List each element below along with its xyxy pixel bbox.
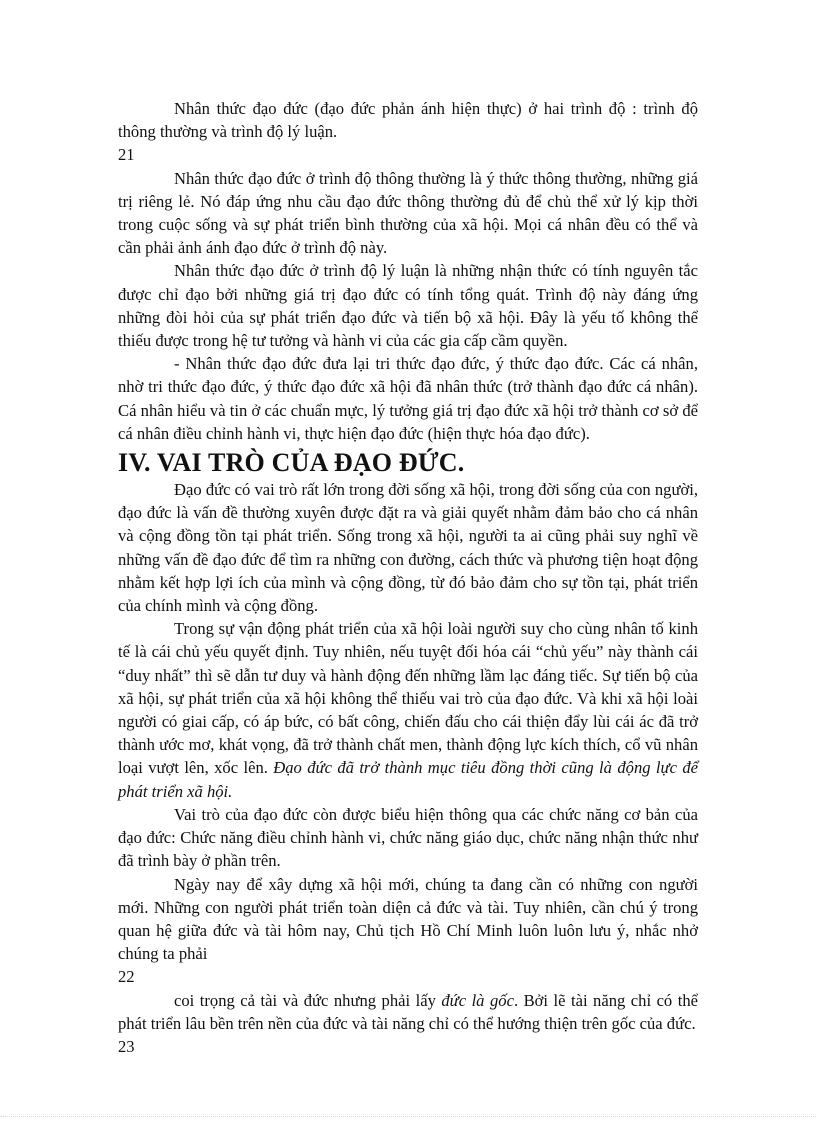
page-number: 21	[118, 145, 135, 165]
paragraph-ordinary-level: Nhân thức đạo đức ở trình độ thông thường là ý thức thông thường, những giá trị riêng lẻ. Nó đáp ứng nhu cầu đạo đức thông thường đủ để chủ thể xử lý kịp thời trong cuộc sống và sự phát triển bình thường của xã hội. Mọi cá nhân đều có thể và cần phải ảnh ánh đạo đức ở trình độ này.	[118, 168, 698, 258]
emphasized-conclusion: Đạo đức đã trở thành mục tiêu đồng thời cũng là động lực để phát triển xã hội.	[118, 758, 698, 801]
paragraph-social-development-text: Trong sự vận động phát triển của xã hội loài người suy cho cùng nhân tố kinh tế là cái chủ yếu quyết định. Tuy nhiên, nếu tuyệt đối hóa cái “chủ yếu” này thành cái “duy nhất” thì sẽ dẫn tư duy và hành động đến những lầm lạc đáng tiếc. Sự tiến bộ của xã hội, sự phát triển của xã hội không thể thiếu vai trò của đạo đức. Và khi xã hội loài người có giai cấp, có áp bức, có bất công, chiến đấu cho cái thiện đẩy lùi cái ác đã trở thành ước mơ, khát vọng, đã trở thành chất men, thành động lực kích thích, cổ vũ nhân loại vượt lên, xốc lên.	[118, 619, 698, 778]
paragraph-virtue-root-text-b: . Bởi lẽ tài năng chỉ có thể phát triển lâu bền trên nền của đức và tài năng chỉ có thể hướng thiện trên gốc của đức.	[118, 990, 698, 1033]
page-number: 22	[118, 967, 135, 987]
paragraph-virtue-root-text-a: coi trọng cả tài và đức nhưng phải lấy	[174, 990, 442, 1010]
emphasized-phrase: đức là gốc	[441, 990, 514, 1010]
document-page	[118, 97, 698, 1058]
paragraph-role-of-ethics: Đạo đức có vai trò rất lớn trong đời sống xã hội, trong đời sống của con người, đạo đức là vấn đề thường xuyên được đặt ra và giải quyết nhằm đảm bảo cho cá nhân và cộng đồng tồn tại phát triển. Sống trong xã hội, người ta ai cũng phải suy nghĩ về những vấn đề đạo đức để tìm ra những con đường, cách thức và phương tiện hoạt động nhằm kết hợp lợi ích của mình và cộng đồng, từ đó bảo đảm cho sự tồn tại, phát triển của chính mình và cộng đồng.	[118, 480, 698, 616]
paragraph-moral-awareness-levels: Nhân thức đạo đức (đạo đức phản ánh hiện thực) ở hai trình độ : trình độ thông thường và trình độ lý luận.	[118, 99, 698, 142]
page-bottom-divider	[0, 1116, 816, 1117]
paragraph-theoretical-level: Nhân thức đạo đức ở trình độ lý luận là những nhận thức có tính nguyên tắc được chỉ đạo bởi những giá trị đạo đức có tính tổng quát. Trình độ này đáng ứng những đòi hỏi của sự phát triển đạo đức và tiến bộ xã hội. Đây là yếu tố không thể thiếu được trong hệ tư tưởng và hành vi của các gia cấp cầm quyền.	[118, 261, 698, 351]
paragraph-social-development	[118, 617, 698, 803]
page-number: 23	[118, 1036, 135, 1056]
paragraph-virtue-root	[118, 989, 698, 1035]
section-heading: IV. VAI TRÒ CỦA ĐẠO ĐỨC.	[118, 448, 465, 478]
paragraph-new-people: Ngày nay để xây dựng xã hội mới, chúng ta đang cần có những con người mới. Những con người phát triển toàn diện cả đức và tài. Tuy nhiên, cần chú ý trong quan hệ giữa đức và tài hôm nay, Chủ tịch Hồ Chí Minh luôn luôn lưu ý, nhắc nhở chúng ta phải	[118, 874, 698, 964]
paragraph-functions: Vai trò của đạo đức còn được biểu hiện thông qua các chức năng cơ bản của đạo đức: Chức năng điều chỉnh hành vi, chức năng giáo dục, chức năng nhận thức như đã trình bày ở phần trên.	[118, 804, 698, 871]
paragraph-moral-knowledge: - Nhân thức đạo đức đưa lại tri thức đạo đức, ý thức đạo đức. Các cá nhân, nhờ tri thức đạo đức, ý thức đạo đức xã hội đã nhân thức (trở thành đạo đức cá nhân). Cá nhân hiểu và tin ở các chuẩn mực, lý tưởng giá trị đạo đức xã hội trở thành cơ sở để cá nhân điều chỉnh hành vi, thực hiện đạo đức (hiện thực hóa đạo đức).	[118, 354, 698, 443]
